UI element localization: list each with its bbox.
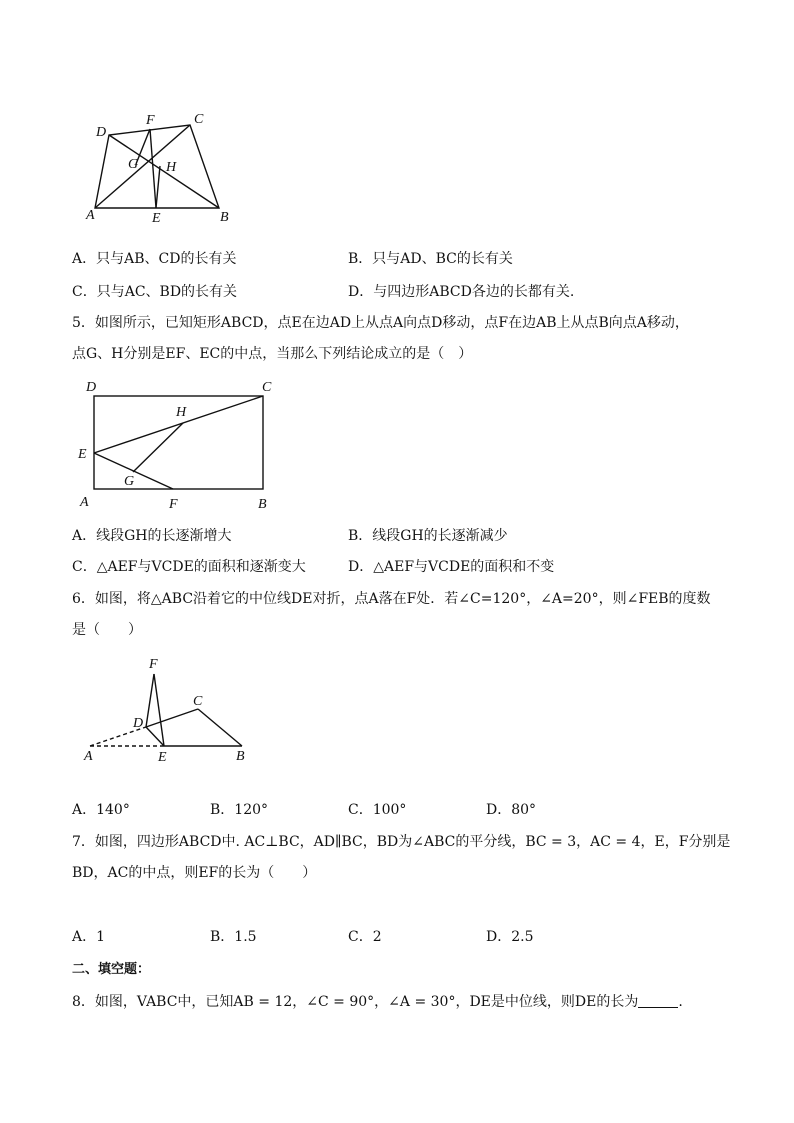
fig5-label-c: C (262, 380, 272, 395)
fig5-label-f: F (169, 497, 178, 512)
q4-option-d[interactable]: D．与四边形ABCD各边的长都有关. (348, 284, 575, 300)
section-heading-fill-in: 二、填空题： (72, 962, 151, 977)
fig4-label-g: G (128, 157, 139, 172)
fig4-label-b: B (220, 210, 229, 225)
fig5-label-g: G (124, 474, 135, 489)
fig5-label-b: B (258, 497, 267, 512)
q4-option-a[interactable]: A．只与AB、CD的长有关 (72, 251, 237, 267)
q7-stem-line1: 7．如图，四边形ABCD中. AC⊥BC，AD∥BC，BD为∠ABC的平分线，BC = 3，AC = 4，E，F分别是 (72, 834, 731, 850)
q4-option-c[interactable]: C．只与AC、BD的长有关 (72, 284, 238, 300)
fig4-label-d: D (96, 125, 107, 140)
segment-ef (150, 129, 156, 208)
q7-option-a[interactable]: A．1 (72, 929, 106, 945)
q7-option-c[interactable]: C．2 (348, 929, 382, 945)
diagonal-bd (109, 135, 219, 208)
q6-option-a[interactable]: A．140° (72, 802, 130, 818)
fig6-label-f: F (149, 657, 158, 672)
q6-option-b[interactable]: B．120° (210, 802, 269, 818)
segment-cb (198, 709, 242, 746)
q8-end: . (678, 994, 683, 1010)
q5-option-b[interactable]: B．线段GH的长逐渐减少 (348, 528, 508, 544)
fig6-label-b: B (236, 749, 245, 764)
fig6-label-d: D (133, 716, 144, 731)
segment-gh (133, 423, 183, 472)
fig4-label-e: E (152, 211, 161, 226)
fig5-label-h: H (176, 405, 187, 420)
q5-option-c[interactable]: C．△AEF与VCDE的面积和逐渐变大 (72, 559, 306, 575)
q7-option-d[interactable]: D．2.5 (486, 929, 534, 945)
q7-stem-line2: BD，AC的中点，则EF的长为（ ） (72, 865, 317, 881)
q5-option-a[interactable]: A．线段GH的长逐渐增大 (72, 528, 232, 544)
fig5-label-e: E (78, 447, 87, 462)
rectangle-figure-q5 (74, 376, 278, 512)
quadrilateral-figure-q4 (80, 108, 250, 230)
segment-dc (146, 709, 198, 727)
q8-text: 8．如图，VABC中，已知AB = 12，∠C = 90°，∠A = 30°，DE是中位线，则DE的长为 (72, 994, 639, 1010)
q6-stem-line2: 是（ ） (72, 622, 142, 638)
fig6-label-c: C (193, 694, 203, 709)
segment-eh (156, 166, 160, 208)
fig4-label-c: C (194, 112, 204, 127)
fig4-label-a: A (86, 208, 95, 223)
q4-option-b[interactable]: B．只与AD、BC的长有关 (348, 251, 513, 267)
q6-option-d[interactable]: D．80° (486, 802, 537, 818)
triangle-fold-figure-q6 (80, 654, 260, 768)
fig5-label-a: A (80, 495, 89, 510)
q5-option-d[interactable]: D．△AEF与VCDE的面积和不变 (348, 559, 555, 575)
segment-fe (154, 674, 164, 746)
fig5-label-d: D (86, 380, 97, 395)
q8-stem (72, 992, 683, 1012)
q5-stem-line1: 5．如图所示，已知矩形ABCD，点E在边AD上从点A向点D移动，点F在边AB上从点B向点A移动， (72, 315, 689, 331)
q8-answer-blank[interactable] (638, 993, 678, 1008)
fig4-label-h: H (166, 160, 177, 175)
q6-option-c[interactable]: C．100° (348, 802, 407, 818)
fig6-label-a: A (84, 749, 93, 764)
q5-stem-line2: 点G、H分别是EF、EC的中点，当那么下列结论成立的是（ ） (72, 346, 473, 362)
fig4-label-f: F (146, 113, 155, 128)
fig6-label-e: E (158, 750, 167, 765)
q6-stem-line1: 6．如图，将△ABC沿着它的中位线DE对折，点A落在F处．若∠C=120°，∠A=20°，则∠FEB的度数 (72, 591, 711, 607)
q7-option-b[interactable]: B．1.5 (210, 929, 257, 945)
segment-fd (146, 674, 154, 727)
